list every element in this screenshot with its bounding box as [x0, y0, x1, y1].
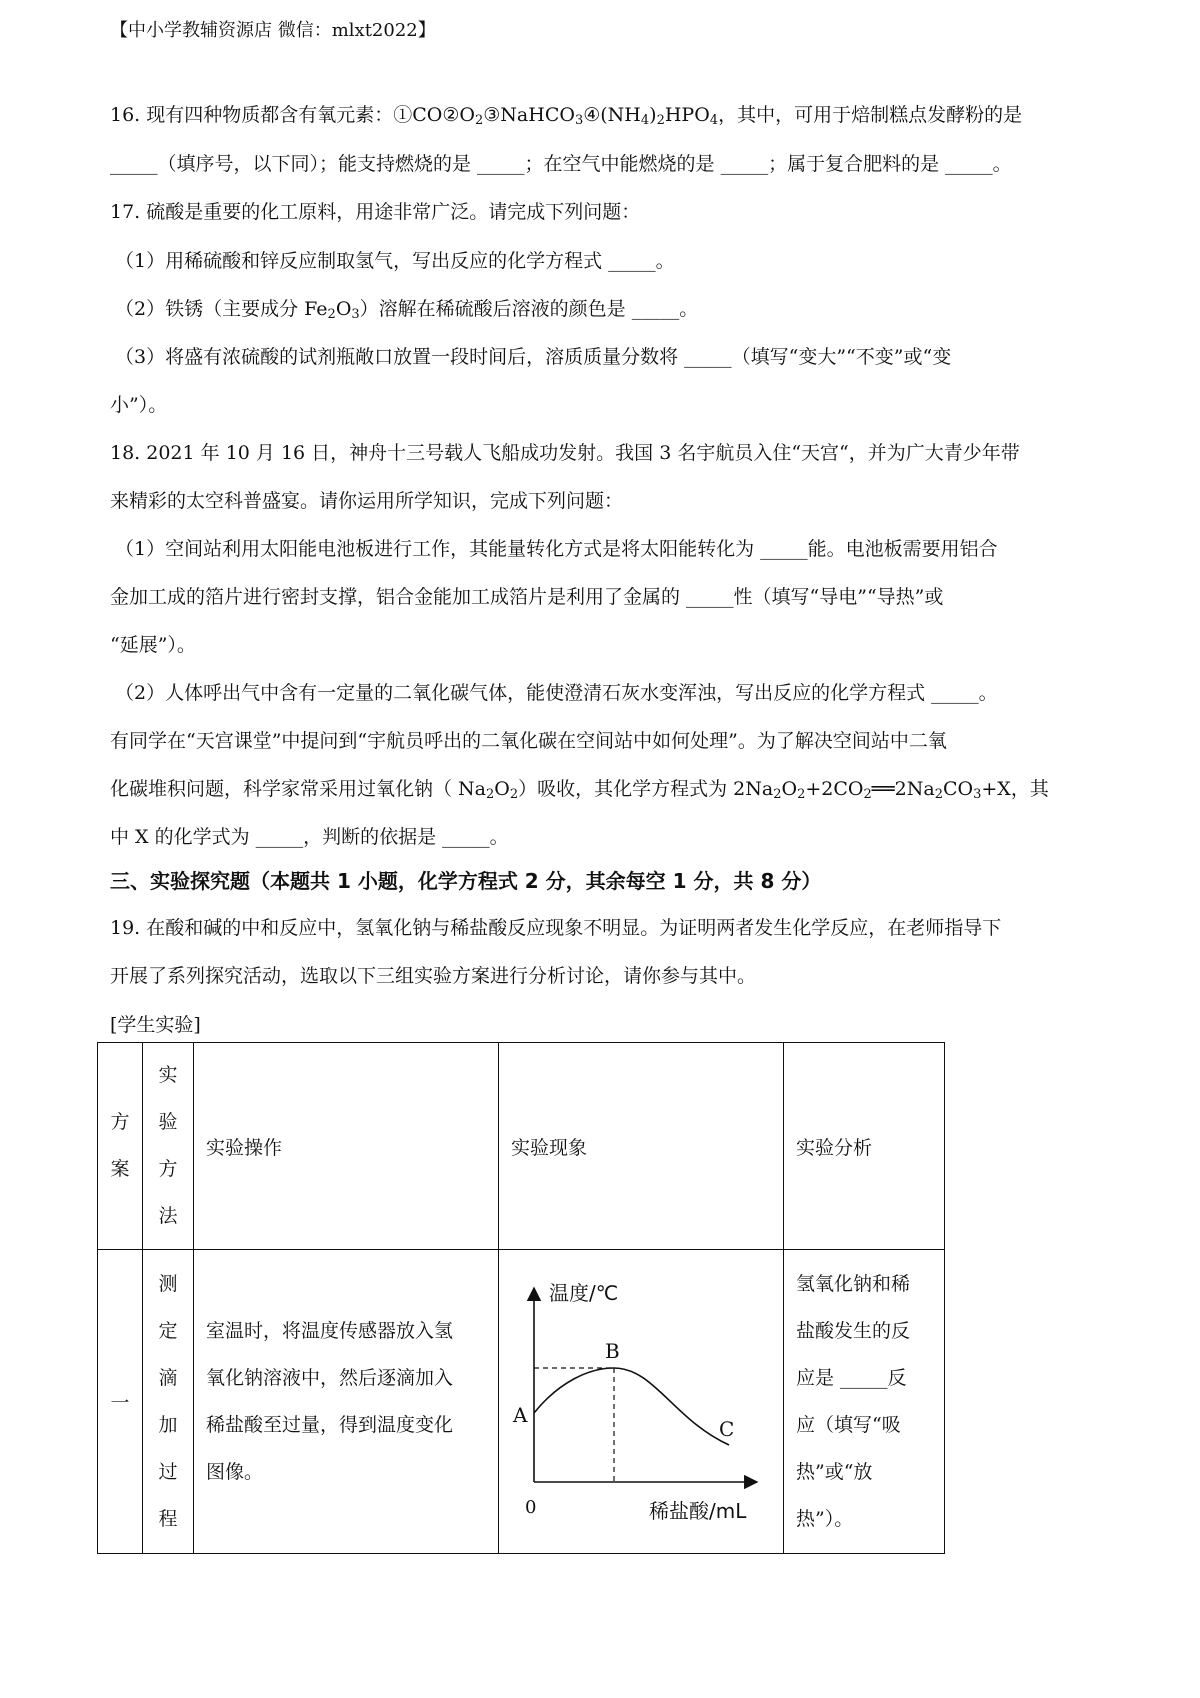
q19-line1: 19. 在酸和碱的中和反应中，氢氧化钠与稀盐酸反应现象不明显。为证明两者发生化学反应，在老师指导下 [110, 917, 1002, 939]
q17-part2: （2）铁锈（主要成分 $Fe_2O_3$）溶解在稀硫酸后溶液的颜色是 _____。 [115, 298, 699, 322]
q18-part2-line1: （2）人体呼出气中含有一定量的二氧化碳气体，能使澄清石灰水变浑浊，写出反应的化学方程式 _____。 [115, 682, 998, 704]
q18-part1-line2: 金加工成的箔片进行密封支撑，铝合金能加工成箔片是利用了金属的 _____性（填写“导电”“导热”或 [110, 586, 944, 608]
row1-method: 测 定 滴 加 过 程 [143, 1250, 194, 1554]
q17-part3-line1: （3）将盛有浓硫酸的试剂瓶敞口放置一段时间后，溶质质量分数将 _____（填写“变大”“不变”或“变 [115, 346, 952, 368]
header-operation: 实验操作 [194, 1043, 499, 1250]
q18-part2-line4: 中 X 的化学式为 _____，判断的依据是 _____。 [110, 826, 509, 848]
table-header-row [98, 1043, 945, 1250]
header-plan: 方 案 [98, 1043, 143, 1250]
table-row [98, 1250, 945, 1554]
point-label-c: C [719, 1417, 735, 1441]
q18-part2-line2: 有同学在“天宫课堂”中提问到“宇航员呼出的二氧化碳在空间站中如何处理”。为了解决空间站中二氧 [110, 730, 947, 752]
q18-intro2: 来精彩的太空科普盛宴。请你运用所学知识，完成下列问题： [110, 490, 624, 512]
origin-label: 0 [525, 1497, 537, 1518]
row1-phenomenon [499, 1250, 784, 1554]
q19-label: [学生实验] [110, 1014, 201, 1036]
page-header: 【中小学教辅资源店 微信：mlxt2022】 [110, 20, 436, 41]
q18-part1-line3: “延展”）。 [110, 634, 196, 656]
header-method: 实 验 方 法 [143, 1043, 194, 1250]
q19-line2: 开展了系列探究活动，选取以下三组实验方案进行分析讨论，请你参与其中。 [110, 965, 757, 987]
q16-line1: 16. 现有四种物质都含有氧元素：$①CO②O_2③NaHCO_3④(NH_4)_2HPO_4$，其中，可用于焙制糕点发酵粉的是 [110, 104, 1023, 128]
q17-part1: （1）用稀硫酸和锌反应制取氢气，写出反应的化学方程式 _____。 [115, 250, 675, 272]
point-label-b: B [605, 1339, 620, 1363]
experiment-table [97, 1042, 945, 1554]
point-label-a: A [513, 1403, 528, 1427]
temperature-curve [534, 1368, 729, 1445]
q17-intro: 17. 硫酸是重要的化工原料，用途非常广泛。请完成下列问题： [110, 201, 641, 223]
section-3-title: 三、实验探究题（本题共 1 小题，化学方程式 2 分，其余每空 1 分，共 8 分） [110, 869, 822, 893]
row1-analysis: 氢氧化钠和稀 盐酸发生的反 应是 _____反 应（填写“吸 热”或“放 热”）。 [784, 1250, 945, 1554]
q18-part2-line3: 化碳堆积问题，科学家常采用过氧化钠（ $Na_2O_2$）吸收，其化学方程式为 $2Na_2O_2+2CO_2══2Na_2CO_3+X$，其 [110, 778, 1049, 802]
header-phenomenon: 实验现象 [499, 1043, 784, 1250]
q18-intro1: 18. 2021 年 10 月 16 日，神舟十三号载人飞船成功发射。我国 3 名宇航员入住“天宫“，并为广大青少年带 [110, 442, 1020, 464]
temperature-chart [499, 1250, 784, 1548]
q16-line2: _____（填序号，以下同）；能支持燃烧的是 _____；在空气中能燃烧的是 _____；属于复合肥料的是 _____。 [110, 153, 1012, 175]
row1-plan: 一 [98, 1250, 143, 1554]
x-axis-label: 稀盐酸/mL [649, 1499, 747, 1523]
q17-part3-line2: 小”）。 [110, 394, 168, 416]
row1-operation: 室温时，将温度传感器放入氢 氧化钠溶液中，然后逐滴加入 稀盐酸至过量，得到温度变化 图像。 [194, 1250, 499, 1554]
header-analysis: 实验分析 [784, 1043, 945, 1250]
q18-part1-line1: （1）空间站利用太阳能电池板进行工作，其能量转化方式是将太阳能转化为 _____能。电池板需要用铝合 [115, 538, 998, 560]
y-axis-label: 温度/℃ [549, 1281, 619, 1305]
